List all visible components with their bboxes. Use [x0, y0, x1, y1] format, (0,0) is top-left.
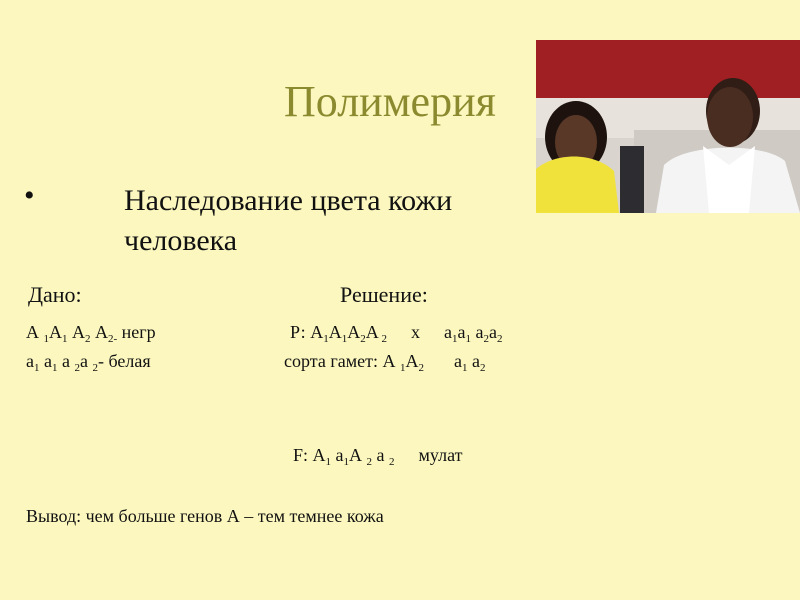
parent-1-part: А: [310, 322, 324, 342]
f1-genotype-part: А: [349, 445, 367, 465]
f1-genotype-part: а: [372, 445, 390, 465]
parent-2-sub: 1: [451, 333, 458, 345]
parent-1-sub: 1: [341, 333, 348, 345]
f1-prefix: F:: [293, 445, 313, 465]
given-line-2-sub: 2: [92, 362, 98, 374]
photo-couple: [536, 40, 800, 213]
given-label: Дано:: [28, 282, 82, 307]
given-line-1-part: А: [26, 322, 44, 342]
parent-2-sub: 2: [483, 333, 489, 345]
f1-genotype-part: а: [331, 445, 344, 465]
parent-1-part: А: [328, 322, 342, 342]
given-line-2-part: а: [26, 351, 34, 371]
parent-1-sub: 1: [323, 333, 329, 345]
parent-2-sub: 1: [465, 333, 471, 345]
given-line-2-part: а: [80, 351, 93, 371]
gamete-1-part: А: [382, 351, 400, 371]
conclusion-text: Вывод: чем больше генов А – тем темнее кожа: [26, 506, 384, 526]
given-line-2-sub: 1: [34, 362, 40, 374]
given-line-1: [26, 322, 156, 345]
parent-2-part: а: [488, 322, 497, 342]
bullet-text: [124, 181, 524, 261]
given-line-1-part: А: [67, 322, 85, 342]
cross-symbol: х: [410, 322, 420, 342]
bullet-marker: •: [24, 179, 35, 212]
gamete-2-sub: 2: [479, 362, 486, 374]
parent-2-sub: 2: [496, 333, 503, 345]
parent-1-part: А: [365, 322, 379, 342]
slide-title: Полимерия: [284, 77, 496, 126]
f1-genotype-part: А: [312, 445, 326, 465]
given-line-2: [26, 351, 151, 374]
solution-line-2-prefix: сорта гамет:: [284, 351, 383, 371]
given-line-2-part: а: [57, 351, 75, 371]
gamete-2-part: а: [467, 351, 480, 371]
given-line-2-sub: 2: [74, 362, 80, 374]
given-line-1-part: А: [49, 322, 62, 342]
given-line-2-sub: 1: [52, 362, 58, 374]
bullet-text-line2: человека: [124, 224, 238, 257]
gamete-1-sub: 1: [399, 362, 406, 374]
given-line-1-part: А: [90, 322, 108, 342]
f1-result: мулат: [418, 445, 463, 465]
f1-genotype-sub: 2: [389, 456, 395, 468]
parent-1-sub: 2: [360, 333, 366, 345]
parent-2-part: а: [457, 322, 466, 342]
solution-line-2: [284, 351, 486, 374]
gamete-2-part: а: [453, 351, 462, 371]
solution-label: Решение:: [340, 282, 428, 307]
given-line-2-part: а: [39, 351, 52, 371]
solution-line-1-prefix: Р:: [290, 322, 311, 342]
given-line-1-sub: 1: [62, 333, 68, 345]
solution-line-1: [290, 322, 503, 345]
given-line-1-sub: 2: [85, 333, 91, 345]
bullet-text-line1: Наследование цвета кожи: [124, 184, 453, 217]
gamete-1-part: А: [405, 351, 419, 371]
photo-couple-icon: [536, 40, 800, 213]
given-line-1-sub: 2-: [108, 333, 118, 345]
parent-1-sub: 2: [378, 333, 387, 345]
parent-1-part: А: [347, 322, 361, 342]
f1-genotype-sub: 1: [325, 456, 332, 468]
parent-2-part: а: [470, 322, 484, 342]
f1-genotype-sub: 1: [343, 456, 350, 468]
parent-2-part: а: [443, 322, 452, 342]
f1-line: [293, 445, 463, 468]
given-line-1-sub: 1: [43, 333, 49, 345]
gamete-1-sub: 2: [418, 362, 424, 374]
f1-genotype-sub: 2: [366, 456, 373, 468]
gamete-2-sub: 1: [461, 362, 468, 374]
given-line-2-part: - белая: [98, 351, 151, 371]
given-line-1-part: негр: [117, 322, 156, 342]
